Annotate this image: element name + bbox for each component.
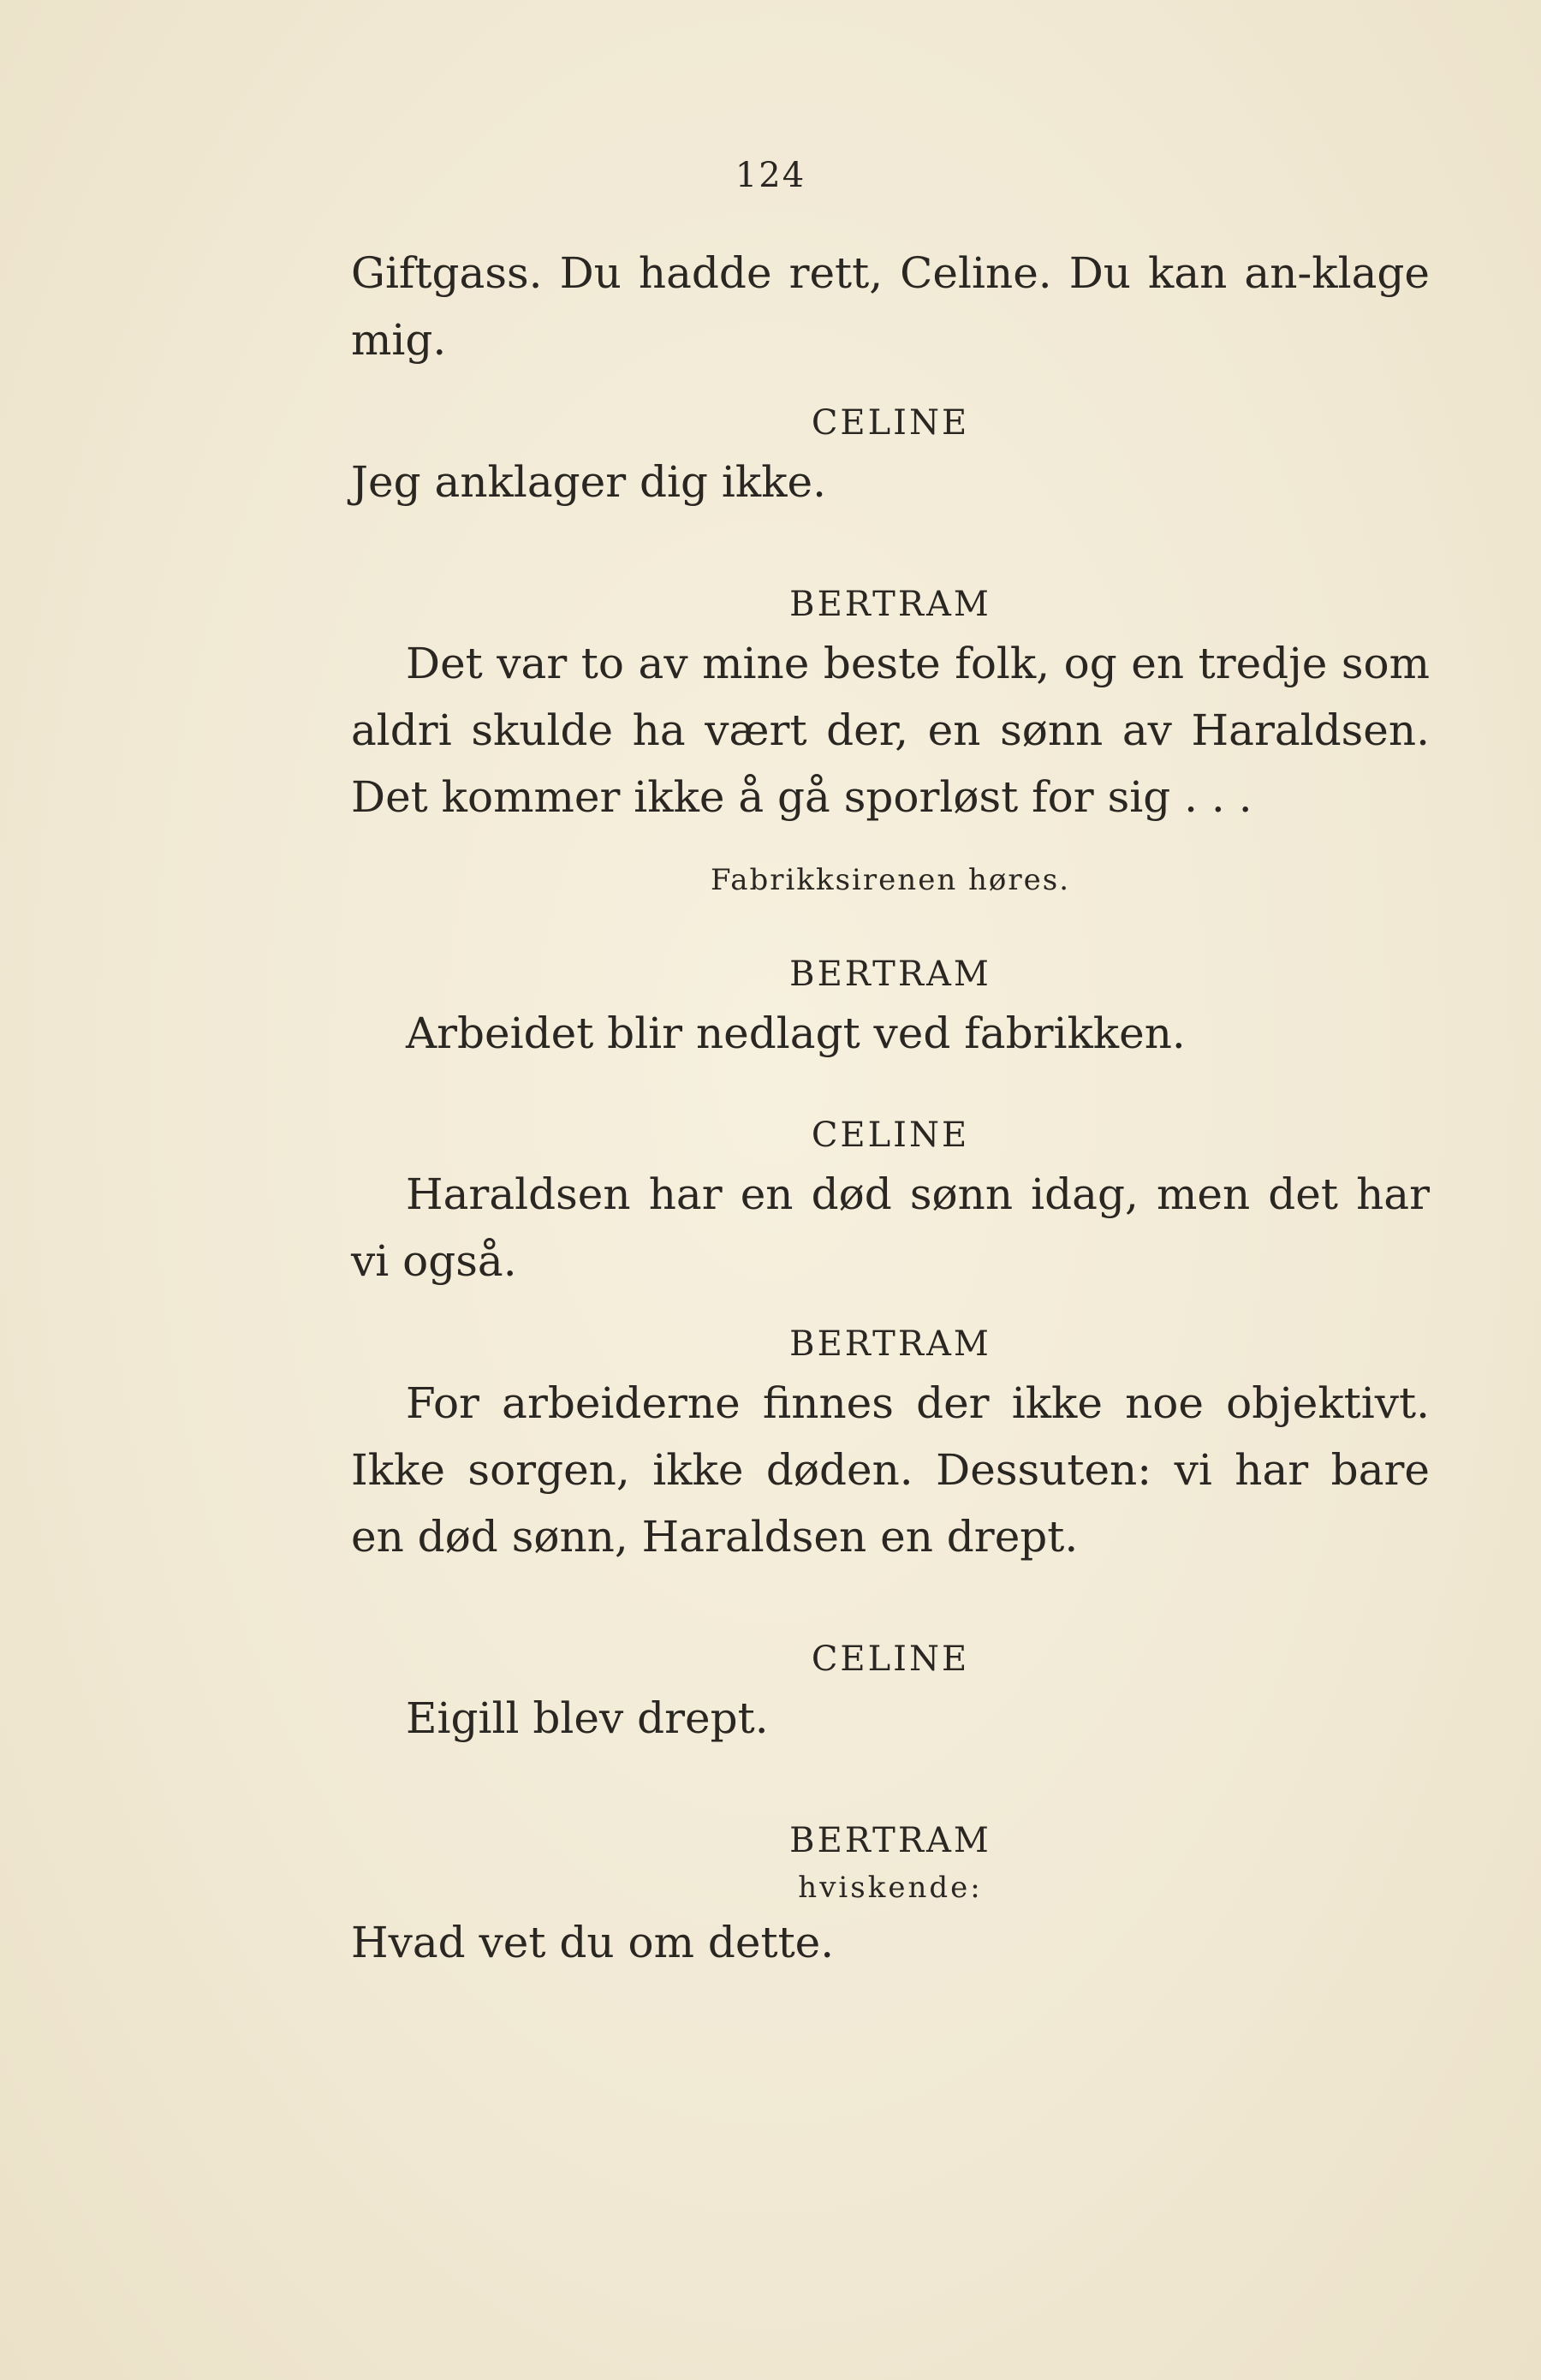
play-text bbox=[351, 240, 1430, 1976]
speaker-name: BERTRAM bbox=[789, 955, 991, 994]
speaker-name: BERTRAM bbox=[789, 1821, 991, 1860]
speaker-name: CELINE bbox=[811, 1116, 970, 1155]
stage-direction: Fabrikksirenen høres. bbox=[710, 863, 1071, 897]
dialogue-line: Arbeidet blir nedlagt ved fabrikken. bbox=[406, 1009, 1186, 1058]
dialogue-line: Jeg anklager dig ikke. bbox=[351, 457, 827, 507]
dialogue-line: For arbeiderne finnes der ikke noe objektivt. Ikke sorgen, ikke døden. Dessuten: vi har bare en død sønn, Haraldsen en drept. bbox=[351, 1378, 1430, 1562]
dialogue-line: Det var to av mine beste folk, og en tredje som aldri skulde ha vært der, en sønn av Haraldsen. Det kommer ikke å gå sporløst for sig . . . bbox=[351, 639, 1430, 822]
page-number: 124 bbox=[735, 156, 806, 195]
dialogue-line: Hvad vet du om dette. bbox=[351, 1918, 835, 1967]
dialogue-line: Haraldsen har en død sønn idag, men det har vi også. bbox=[351, 1169, 1430, 1286]
dialogue-line: Eigill blev drept. bbox=[406, 1693, 769, 1743]
speaker-name: BERTRAM bbox=[789, 1324, 991, 1364]
speaker-name: BERTRAM bbox=[789, 585, 991, 624]
speaker-name: CELINE bbox=[811, 1639, 970, 1679]
dialogue-line: Giftgass. Du hadde rett, Celine. Du kan an-klage mig. bbox=[351, 248, 1430, 365]
speaker-name: CELINE bbox=[811, 403, 970, 443]
speaker-manner: hviskende: bbox=[798, 1871, 983, 1905]
